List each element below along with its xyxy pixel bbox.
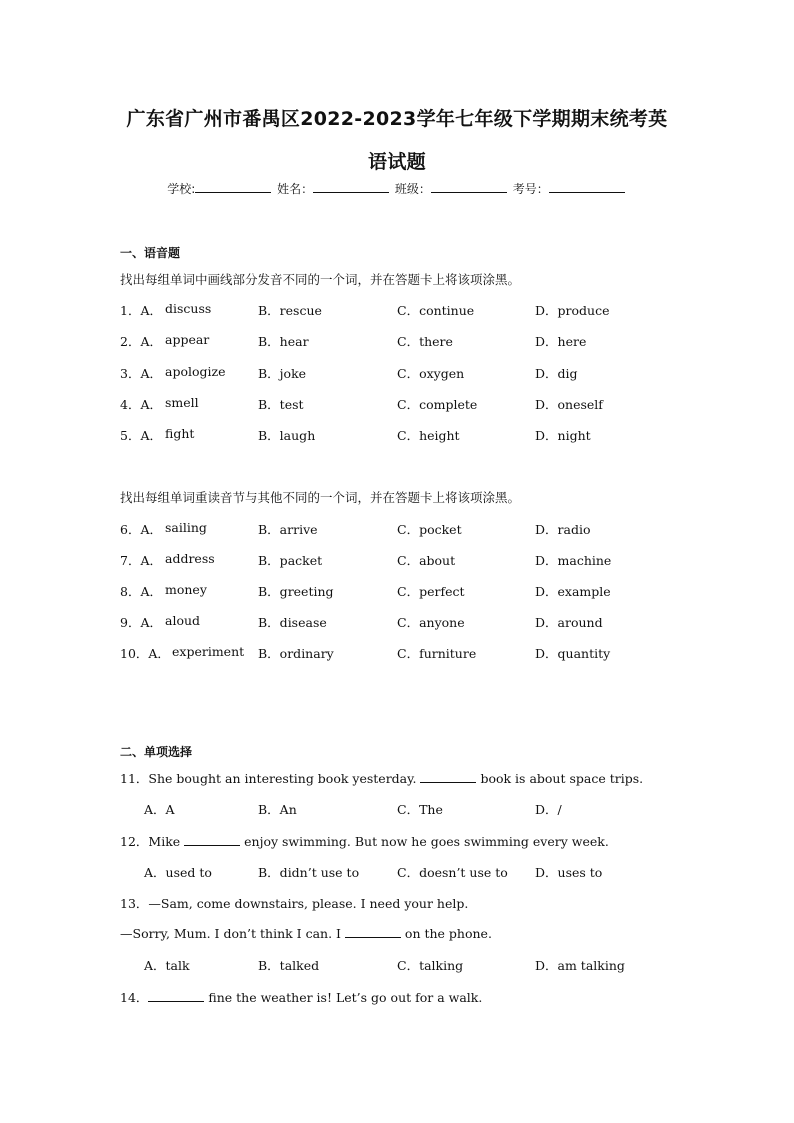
option-c[interactable]: C．height [397,428,460,443]
option-d[interactable]: D．around [535,615,603,630]
name-label: 姓名： [277,182,314,196]
section1-instruction-a: 找出每组单词中画线部分发音不同的一个词，并在答题卡上将该项涂黑。 [120,272,521,287]
option-c[interactable]: C．complete [397,397,478,412]
option-d[interactable]: D．/ [535,802,562,817]
option-c[interactable]: C．talking [397,958,464,973]
question-text: book is about space trips. [476,771,644,786]
answer-blank[interactable] [184,833,240,846]
option-d[interactable]: D．radio [535,522,591,537]
question-number: 10．A． [120,646,170,661]
school-blank[interactable] [195,180,271,193]
option-c[interactable]: C．The [397,802,443,817]
question-13-line2 [120,925,492,941]
school-label: 学校: [167,182,196,196]
option-c[interactable]: C．oxygen [397,366,465,381]
question-number: 6．A． [120,522,162,537]
exam-number-blank[interactable] [549,180,625,193]
option-a[interactable]: sailing [165,520,207,535]
question-14 [120,988,482,1006]
question-text: fine the weather is! Let’s go out for a walk. [204,990,483,1005]
option-b[interactable]: B．packet [258,553,323,568]
option-a[interactable]: apologize [165,364,226,379]
question-text: 12．Mike [120,834,185,849]
option-b[interactable]: B．test [258,397,304,412]
option-d[interactable]: D．am talking [535,958,625,973]
answer-blank[interactable] [148,989,204,1002]
option-d[interactable]: D．night [535,428,591,443]
option-d[interactable]: D．example [535,584,611,599]
option-c[interactable]: C．furniture [397,646,477,661]
option-b[interactable]: B．hear [258,334,309,349]
exam-title-line1: 广东省广州市番禺区2022-2023学年七年级下学期期末统考英 [126,108,668,130]
exam-number-label: 考号： [512,182,549,196]
option-b[interactable]: B．greeting [258,584,334,599]
question-13-line1: 13．—Sam, come downstairs, please. I need your help. [120,896,469,911]
option-d[interactable]: D．quantity [535,646,611,661]
question-number: 7．A． [120,553,162,568]
question-number: 5．A． [120,428,162,443]
question-number: 9．A． [120,615,162,630]
section1-heading: 一、语音题 [120,246,181,260]
option-d[interactable]: D．machine [535,553,612,568]
option-b[interactable]: B．didn’t use to [258,865,360,880]
option-a[interactable]: experiment [172,644,245,659]
option-b[interactable]: B．joke [258,366,307,381]
question-text: 14． [120,990,149,1005]
option-c[interactable]: C．pocket [397,522,462,537]
question-text: —Sorry, Mum. I don’t think I can. I [120,926,345,941]
option-b[interactable]: B．arrive [258,522,318,537]
question-11 [120,769,643,787]
option-a[interactable]: A．talk [144,958,190,973]
option-b[interactable]: B．An [258,802,297,817]
option-b[interactable]: B．laugh [258,428,316,443]
option-c[interactable]: C．about [397,553,456,568]
option-a[interactable]: A．used to [144,865,212,880]
question-text: on the phone. [400,926,492,941]
option-d[interactable]: D．dig [535,366,578,381]
answer-blank[interactable] [420,770,476,783]
question-number: 4．A． [120,397,162,412]
option-a[interactable]: money [165,582,207,597]
option-a[interactable]: appear [165,332,210,347]
option-d[interactable]: D．oneself [535,397,603,412]
question-number: 3．A． [120,366,162,381]
option-a[interactable]: aloud [165,613,201,628]
section1-instruction-b: 找出每组单词重读音节与其他不同的一个词，并在答题卡上将该项涂黑。 [120,490,521,505]
option-a[interactable]: discuss [165,301,212,316]
option-a[interactable]: address [165,551,215,566]
option-b[interactable]: B．ordinary [258,646,334,661]
option-c[interactable]: C．doesn’t use to [397,865,508,880]
option-d[interactable]: D．here [535,334,587,349]
option-b[interactable]: B．rescue [258,303,322,318]
option-b[interactable]: B．disease [258,615,327,630]
option-a[interactable]: A．A [144,802,175,817]
answer-blank[interactable] [345,925,401,938]
question-text: enjoy swimming. But now he goes swimming every week. [240,834,609,849]
student-info-line [0,180,794,197]
option-c[interactable]: C．continue [397,303,475,318]
option-d[interactable]: D．produce [535,303,610,318]
question-number: 1．A． [120,303,162,318]
exam-title-line2: 语试题 [368,151,426,173]
section2-heading: 二、单项选择 [120,745,193,759]
question-number: 2．A． [120,334,162,349]
class-blank[interactable] [431,180,507,193]
option-a[interactable]: smell [165,395,199,410]
option-c[interactable]: C．anyone [397,615,465,630]
question-number: 8．A． [120,584,162,599]
name-blank[interactable] [313,180,389,193]
option-a[interactable]: fight [165,426,195,441]
question-12 [120,832,609,850]
option-c[interactable]: C．perfect [397,584,465,599]
option-c[interactable]: C．there [397,334,453,349]
option-b[interactable]: B．talked [258,958,320,973]
question-text: 11．She bought an interesting book yesterday. [120,771,421,786]
class-label: 班级： [394,182,431,196]
option-d[interactable]: D．uses to [535,865,603,880]
